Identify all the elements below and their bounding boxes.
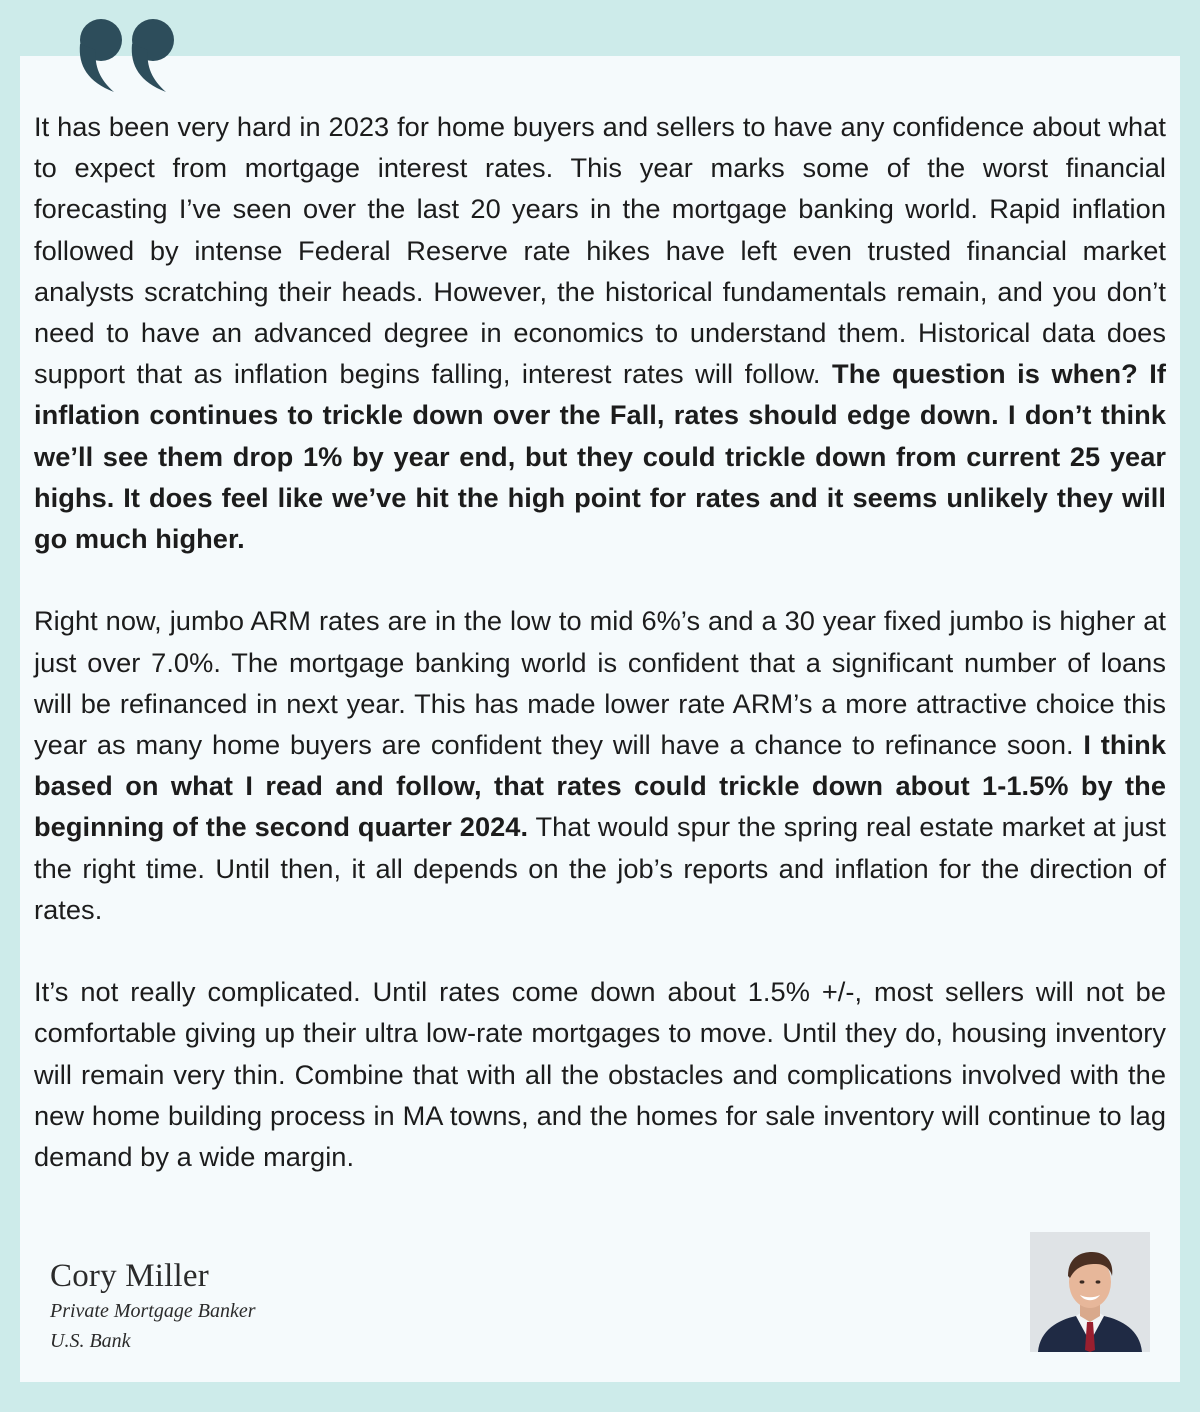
quote-mark-icon <box>74 18 178 94</box>
author-title: Private Mortgage Banker <box>50 1300 256 1322</box>
quote-paragraph-1 <box>34 106 1166 559</box>
author-company: U.S. Bank <box>50 1330 131 1352</box>
author-signature <box>50 1256 256 1356</box>
author-name: Cory Miller <box>50 1258 209 1294</box>
quote-paragraph-2 <box>34 600 1166 930</box>
author-portrait-icon <box>1030 1232 1150 1352</box>
quote-body <box>34 106 1166 1218</box>
quote-text-run: It’s not really complicated. Until rates come down about 1.5% +/-, most sellers will not be comfortable giving up their ultra low-rate mortgages to move. Until they do, housing inventory will remain very thin. Combine that with all the obstacles and complications involved with the new home building process in MA towns, and the homes for sale inventory will continue to lag demand by a wide margin. <box>34 976 1166 1173</box>
quote-bold-run: The question is when? If inflation continues to trickle down over the Fall, rates should edge down. I don’t think we’ll see them drop 1% by year end, but they could trickle down from current 25 year highs. It does feel like we’ve hit the high point for rates and it seems unlikely they will go much higher. <box>34 358 1166 555</box>
quote-text-run: It has been very hard in 2023 for home buyers and sellers to have any confidence about what to expect from mortgage interest rates. This year marks some of the worst financial forecasting I’ve seen over the last 20 years in the mortgage banking world. Rapid inflation followed by intense Federal Reserve rate hikes have left even trusted financial market analysts scratching their heads. However, the historical fundamentals remain, and you don’t need to have an advanced degree in economics to understand them. Historical data does support that as inflation begins falling, interest rates will follow. <box>34 111 1166 390</box>
quote-text-run: Right now, jumbo ARM rates are in the low to mid 6%’s and a 30 year fixed jumbo is higher at just over 7.0%. The mortgage banking world is confident that a significant number of loans will be refinanced in next year. This has made lower rate ARM’s a more attractive choice this year as many home buyers are confident they will have a chance to refinance soon. <box>34 605 1166 761</box>
quote-text-run: That would spur the spring real estate market at just the right time. Until then, it all depends on the job’s reports and inflation for the direction of rates. <box>34 811 1166 925</box>
quote-bold-run: I think based on what I read and follow, that rates could trickle down about 1-1.5% by the beginning of the second quarter 2024. <box>34 729 1166 843</box>
author-photo <box>1030 1232 1150 1352</box>
quote-paragraph-3 <box>34 971 1166 1177</box>
